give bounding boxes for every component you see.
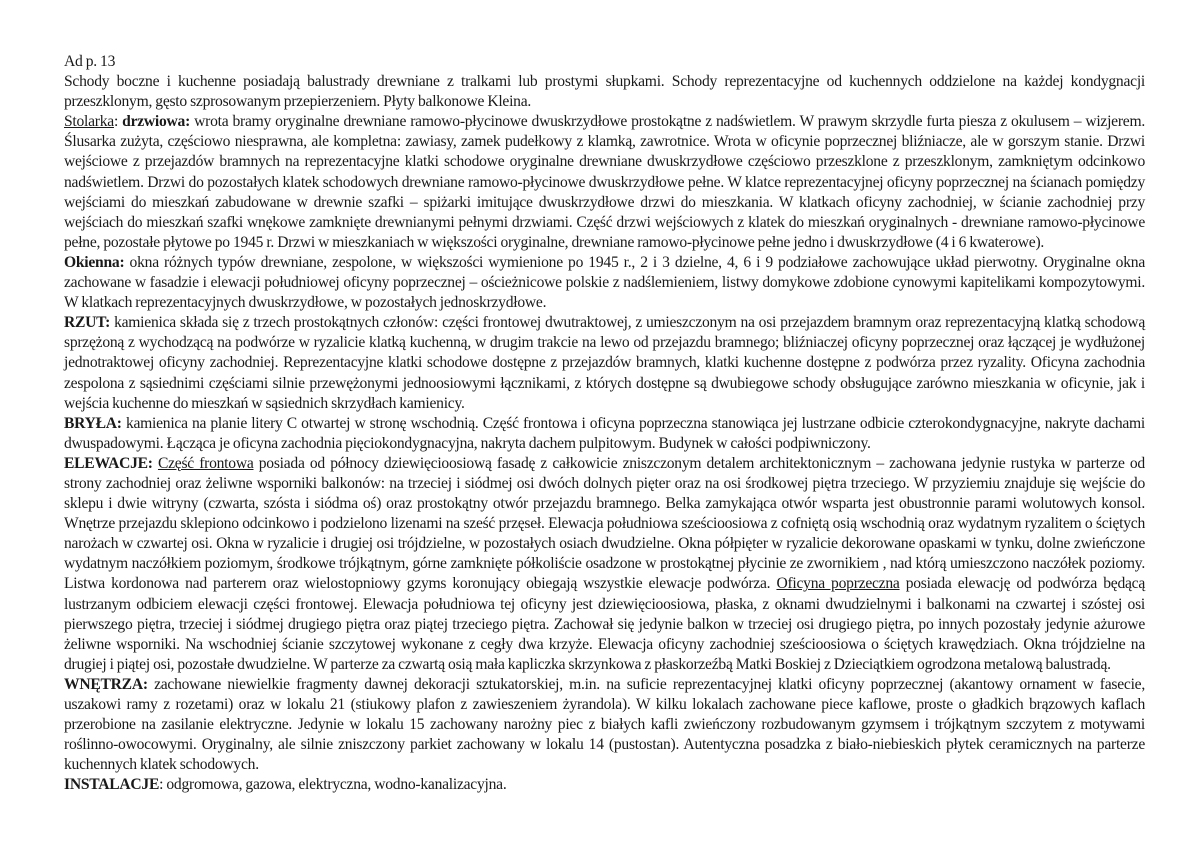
paragraph-interiors bbox=[64, 675, 1145, 775]
section-label-elevations: ELEWACJE: bbox=[64, 454, 153, 472]
windows-text: okna różnych typów drewniane, zespolone, w większości wymienione po 1945 r., 2 i 3 dzielne, 4, 6 i 9 podziałowe zachowujące układ pierwotny. Oryginalne okna zachowane w fasadzie i elewacji południowej oficyny poprzecznej – ościeżnicowe polskie z nadślemieniem, listwy domykowe zdobione cynowymi kapitelikami kompozytowymi. W klatkach reprezentacyjnych dwuskrzydłowe, w pozostałych jednoskrzydłowe. bbox=[64, 253, 1145, 312]
section-label-windows: Okienna: bbox=[64, 253, 125, 271]
separator: : bbox=[113, 113, 123, 131]
paragraph-joinery bbox=[64, 112, 1145, 253]
paragraph-windows bbox=[64, 253, 1145, 313]
subsection-label-transverse-wing: Oficyna poprzeczna bbox=[776, 575, 900, 593]
massing-text: kamienica na planie litery C otwartej w stronę wschodnią. Część frontowa i oficyna poprzeczna stanowiąca jej lustrzane odbicie czterokondygnacyjne, nakryte dachami dwuspadowymi. Łącząca je oficyna zachodnia pięciokondygnacyjna, nakryta dachem pulpitowym. Budynek w całości podpiwniczony. bbox=[64, 414, 1145, 452]
installations-text: : odgromowa, gazowa, elektryczna, wodno-kanalizacyjna. bbox=[159, 776, 507, 794]
plan-text: kamienica składa się z trzech prostokątnych członów: części frontowej dwutraktowej, z umieszczonym na osi przejazdem bramnym oraz reprezentacyjną klatką schodową sprzężoną z wychodzącą na podwórze w ryzalicie klatką kuchenną, w drugim trakcie na lewo od przejazdu bramnego; bliźniaczej oficyny poprzecznej oraz łączącej je wydłużonej jednotraktowej oficyny zachodniej. Reprezentacyjne klatki schodowe dostępne z przejazdów bramnych, klatki kuchenne dostępne z podwórza przez ryzality. Oficyna zachodnia zespolona z sąsiednimi częściami silnie przewężonymi jednoosiowymi łącznikami, z których dostępne są dwubiegowe schody obsługujące zarówno mieszkania w oficynie, jak i wejścia kuchenne do mieszkań w sąsiednich skrzydłach kamienicy. bbox=[64, 314, 1145, 412]
paragraph-massing bbox=[64, 414, 1145, 454]
paragraph-stairs: Schody boczne i kuchenne posiadają balustrady drewniane z tralkami lub prostymi słupkami. Schody reprezentacyjne od kuchennych oddzielone na każdej kondygnacji przeszklonym, gęsto szprosowanym przepierzeniem. Płyty balkonowe Kleina. bbox=[64, 73, 1145, 111]
subsection-label-doors: drzwiowa: bbox=[122, 113, 191, 131]
paragraph-installations bbox=[64, 775, 1145, 795]
elevations-text-2: posiada elewację od podwórza będącą lustrzanym odbiciem elewacji części frontowej. Elewacja południowa tej oficyny jest dziewięcioosiowa, płaska, z oknami dwudzielnymi i balkonami na czwartej i szóstej osi pierwszego piętra, trzeciej i siódmej drugiego piętra oraz piątej trzeciego piętra. Zachował się jedynie balkon w trzeciej osi drugiego piętra, po innych pozostały jedynie ażurowe żeliwne wsporniki. Na wschodniej ścianie szczytowej wykonane z cegły dwa krzyże. Elewacja oficyny zachodniej sześcioosiowa o ściętych krawędziach. Okna trójdzielne na drugiej i piątej osi, pozostałe dwudzielne. W parterze za czwartą osią mała kapliczka skrzynkowa z płaskorzeźbą Matki Boskiej z Dzieciątkiem ogrodzona metalową balustradą. bbox=[64, 575, 1146, 673]
document-page bbox=[64, 52, 1145, 795]
section-label-joinery: Stolarka bbox=[64, 113, 114, 131]
paragraph-elevations bbox=[64, 454, 1145, 675]
section-label-massing: BRYŁA: bbox=[64, 414, 122, 432]
section-label-installations: INSTALACJE bbox=[64, 776, 160, 794]
section-label-plan: RZUT: bbox=[64, 314, 111, 332]
elevations-text-1: posiada od północy dziewięcioosiową fasadę z całkowicie zniszczonym detalem architektonicznym – zachowana jedynie rustyka w parterze od strony zachodniej oraz żeliwne wsporniki balkonów: na trzeciej i siódmej osi dwóch dolnych pięter oraz na osi środkowej piętra trzeciego. W przyziemiu znajduje się wejście do sklepu i dwie witryny (czwarta, szósta i siódma oś) oraz prostokątny otwór przejazdu bramnego. Belka zamykająca otwór wsparta jest obustronnie parami wolutowych konsol. Wnętrze przejazdu sklepiono odcinkowo i podzielono lizenami na sześć przęseł. Elewacja południowa sześcioosiowa z cofniętą osią wschodnią oraz wydatnym ryzalitem o ściętych narożach w czwartej osi. Okna w ryzalicie i drugiej osi trójdzielne, w pozostałych osiach dwudzielne. Okna półpięter w ryzalicie dekorowane opaskami w tynku, dolne zwieńczone wydatnym naczółkiem poziomym, środkowe trójkątnym, górne zamknięte półkoliście osadzone w prostokątnej płycinie ze zwornikiem , nad którą umieszczono naczółek poziomy. Listwa kordonowa nad parterem oraz wielostopniowy gzyms koronujący obiegają wszystkie elewacje podwórza. bbox=[64, 454, 1145, 593]
subsection-label-front: Część frontowa bbox=[157, 454, 254, 472]
paragraph-plan bbox=[64, 313, 1145, 413]
page-reference: Ad p. 13 bbox=[64, 53, 116, 70]
joinery-text: wrota bramy oryginalne drewniane ramowo-płycinowe dwuskrzydłowe prostokątne z nadświetlem. W prawym skrzydle furta piesza z okulusem – wizjerem. Ślusarka zużyta, częściowo niesprawna, ale kompletna: zawiasy, zamek pudełkowy z klamką, zawrotnice. Wrota w oficynie poprzecznej bliźniacze, ale w gorszym stanie. Drzwi wejściowe z przejazdów bramnych na reprezentacyjne klatki schodowe oryginalne drewniane dwuskrzydłowe częściowo przeszklone z przeszklonym, zamkniętym odcinkowo nadświetlem. Drzwi do pozostałych klatek schodowych drewniane ramowo-płycinowe dwuskrzydłowe pełne. W klatce reprezentacyjnej oficyny poprzecznej na ścianach pomiędzy wejściami do mieszkań zabudowane w drewnie szafki – spiżarki imitujące dwuskrzydłowe drzwi do mieszkania. W klatkach oficyny zachodniej, w ścianie zachodniej przy wejściach do mieszkań szafki wnękowe zamknięte drewnianymi pełnymi drzwiami. Część drzwi wejściowych z klatek do mieszkań oryginalnych - drewniane ramowo-płycinowe pełne, pozostałe płytowe po 1945 r. Drzwi w mieszkaniach w większości oryginalne, drewniane ramowo-płycinowe pełne jedno i dwuskrzydłowe (4 i 6 kwaterowe). bbox=[64, 113, 1145, 251]
section-label-interiors: WNĘTRZA: bbox=[64, 675, 148, 693]
interiors-text: zachowane niewielkie fragmenty dawnej dekoracji sztukatorskiej, m.in. na suficie reprezentacyjnej klatki oficyny poprzecznej (akantowy ornament w fasecie, uszakowi ramy z rozetami) oraz w lokalu 21 (stiukowy plafon z zawieszeniem żyrandola). W kilku lokalach zachowane piece kaflowe, proste o gładkich brązowych kaflach przerobione na zasilanie elektryczne. Jedynie w lokalu 15 zachowany narożny piec z białych kafli zwieńczony rozbudowanym gzymsem i trójkątnym szczytem z motywami roślinno-owocowymi. Oryginalny, ale silnie zniszczony parkiet zachowany w lokalu 14 (pustostan). Autentyczna posadzka z biało-niebieskich płytek ceramicznych na parterze kuchennych klatek schodowych. bbox=[64, 675, 1145, 774]
